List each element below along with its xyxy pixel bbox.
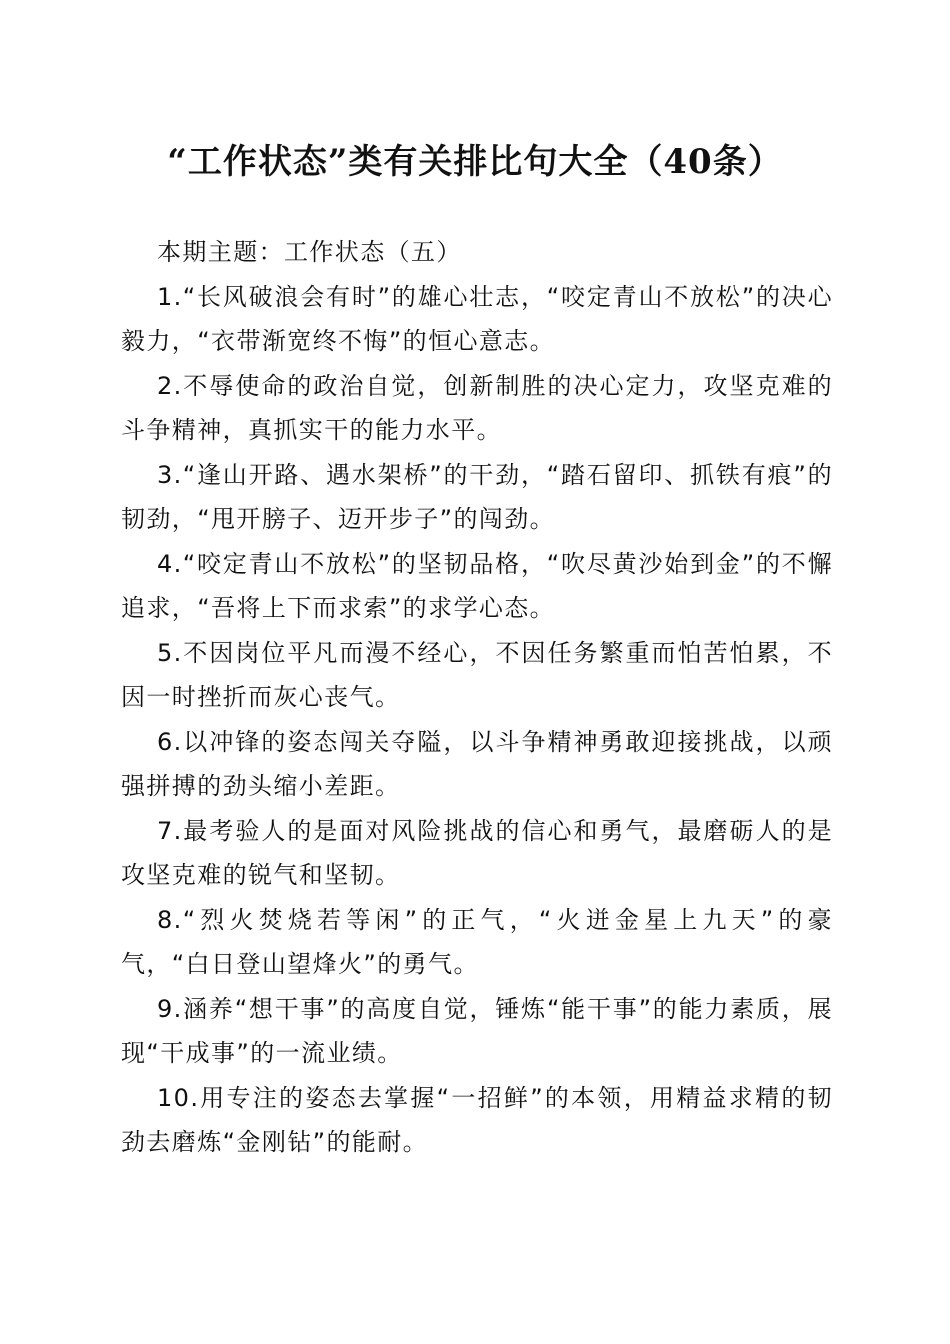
document-body — [121, 230, 833, 1165]
list-item: 9.涵养“想干事”的高度自觉，锤炼“能干事”的能力素质，展现“干成事”的一流业绩。 — [121, 994, 833, 1067]
list-item: 7.最考验人的是面对风险挑战的信心和勇气，最磨砺人的是攻坚克难的锐气和坚韧。 — [121, 816, 833, 889]
list-item: 3.“逢山开路、遇水架桥”的干劲，“踏石留印、抓铁有痕”的韧劲，“甩开膀子、迈开步子”的闯劲。 — [121, 460, 833, 533]
list-item: 2.不辱使命的政治自觉，创新制胜的决心定力，攻坚克难的斗争精神，真抓实干的能力水平。 — [121, 371, 833, 444]
list-item: 6.以冲锋的姿态闯关夺隘，以斗争精神勇敢迎接挑战，以顽强拼搏的劲头缩小差距。 — [121, 727, 833, 800]
document-title: “工作状态”类有关排比句大全（40条） — [167, 142, 783, 182]
list-item: 8.“烈火焚烧若等闲”的正气，“火迸金星上九天”的豪气，“白日登山望烽火”的勇气。 — [121, 905, 833, 978]
list-item: 10.用专注的姿态去掌握“一招鲜”的本领，用精益求精的韧劲去磨炼“金刚钻”的能耐。 — [121, 1083, 833, 1156]
subject-line: 本期主题：工作状态（五） — [157, 238, 462, 266]
list-item: 1.“长风破浪会有时”的雄心壮志，“咬定青山不放松”的决心毅力，“衣带渐宽终不悔”的恒心意志。 — [121, 282, 833, 355]
list-item: 5.不因岗位平凡而漫不经心，不因任务繁重而怕苦怕累，不因一时挫折而灰心丧气。 — [121, 638, 833, 711]
list-item: 4.“咬定青山不放松”的坚韧品格，“吹尽黄沙始到金”的不懈追求，“吾将上下而求索”的求学心态。 — [121, 549, 833, 622]
